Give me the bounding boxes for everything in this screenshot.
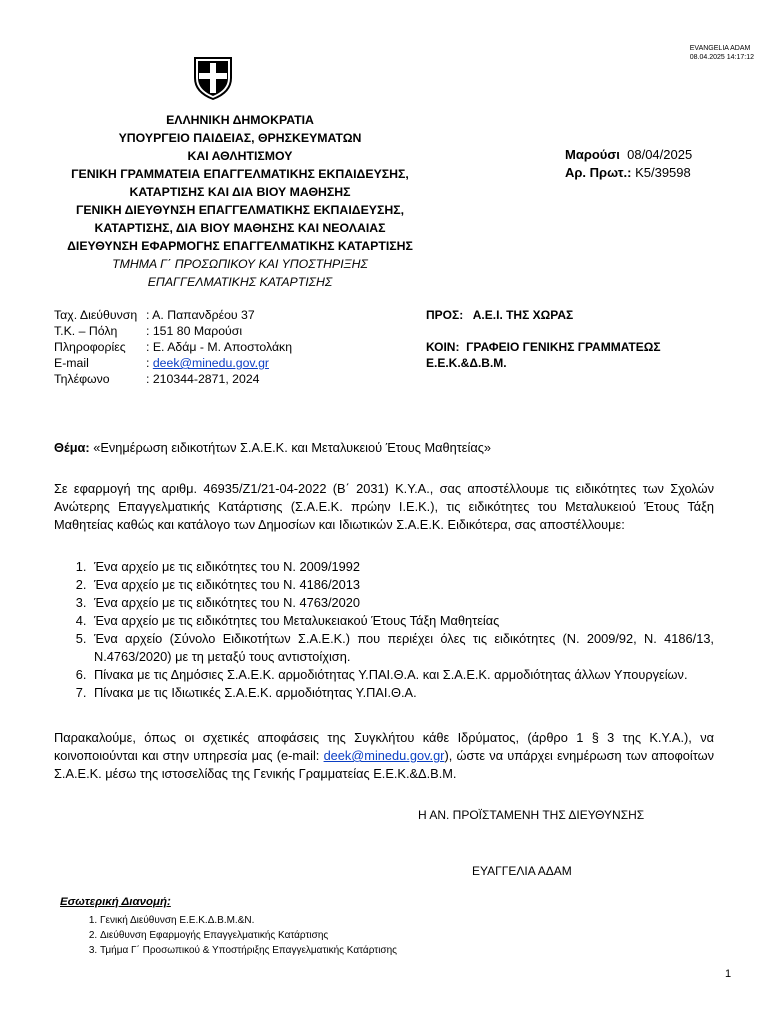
contact-value: : Α. Παπανδρέου 37 <box>146 308 255 322</box>
subject-text: «Ενημέρωση ειδικοτήτων Σ.Α.Ε.Κ. και Μεταλυκειού Έτους Μαθητείας» <box>93 440 492 455</box>
to-recipient: Α.Ε.Ι. ΤΗΣ ΧΩΡΑΣ <box>472 308 574 322</box>
letterhead-line: ΓΕΝΙΚΗ ΓΡΑΜΜΑΤΕΙΑ ΕΠΑΓΓΕΛΜΑΤΙΚΗΣ ΕΚΠΑΙΔΕΥΣΗΣ, <box>71 167 409 181</box>
body-paragraph: Σε εφαρμογή της αριθμ. 46935/Ζ1/21-04-2022 (Β΄ 2031) Κ.Υ.Α., σας αποστέλλουμε τις ειδικότητες των Σχολών Ανώτερης Επαγγελματικής Κατάρτισης (Σ.Α.Ε.Κ. πρώην Ι.Ε.Κ.), τις ειδικότητες του Μεταλυκειού Έτους Τάξη Μαθητείας καθώς και κατάλογο των Δημοσίων και Ιδιωτικών Σ.Α.Ε.Κ. Ειδικότερα, σας αποστέλλουμε: <box>54 481 714 532</box>
list-item: 6. Πίνακα με τις Δημόσιες Σ.Α.Ε.Κ. αρμοδιότητας Υ.ΠΑΙ.Θ.Α. και Σ.Α.Ε.Κ. αρμοδιότητας άλλων Υπουργείων. <box>90 666 714 684</box>
department-line: ΤΜΗΜΑ Γ΄ ΠΡΟΣΩΠΙΚΟΥ ΚΑΙ ΥΠΟΣΤΗΡΙΞΗΣ <box>112 257 368 271</box>
email-link[interactable]: deek@minedu.gov.gr <box>323 748 445 763</box>
letterhead-line: ΕΛΛΗΝΙΚΗ ΔΗΜΟΚΡΑΤΙΑ <box>166 113 314 127</box>
list-item: 4. Ένα αρχείο με τις ειδικότητες του Μεταλυκειακού Έτους Τάξη Μαθητείας <box>90 612 714 630</box>
signature-name: EVANGELIA ADAM <box>689 45 751 52</box>
signatory-title: Η ΑΝ. ΠΡΟΪΣΤΑΜΕΝΗ ΤΗΣ ΔΙΕΥΘΥΝΣΗΣ <box>418 808 645 822</box>
department-line: ΕΠΑΓΓΕΛΜΑΤΙΚΗΣ ΚΑΤΑΡΤΙΣΗΣ <box>147 275 333 289</box>
to-label: ΠΡΟΣ: <box>426 308 464 322</box>
contact-value: : 151 80 Μαρούσι <box>146 324 243 338</box>
contact-value: : 210344-2871, 2024 <box>146 372 260 386</box>
contact-label: Ταχ. Διεύθυνση <box>54 308 138 322</box>
signature-datetime: 08.04.2025 14:17:12 <box>689 54 754 61</box>
list-item: 1. Γενική Διεύθυνση Ε.Ε.Κ.Δ.Β.Μ.&Ν. <box>100 913 397 928</box>
list-item: 1. Ένα αρχείο με τις ειδικότητες του Ν. 2009/1992 <box>90 558 714 576</box>
cc-recipient: ΓΡΑΦΕΙΟ ΓΕΝΙΚΗΣ ΓΡΑΜΜΑΤΕΩΣ <box>466 340 661 354</box>
recipients-block <box>426 307 661 371</box>
letterhead-line: ΓΕΝΙΚΗ ΔΙΕΥΘΥΝΣΗ ΕΠΑΓΓΕΛΜΑΤΙΚΗΣ ΕΚΠΑΙΔΕΥΣΗΣ, <box>75 203 405 217</box>
letterhead-line: ΔΙΕΥΘΥΝΣΗ ΕΦΑΡΜΟΓΗΣ ΕΠΑΓΓΕΛΜΑΤΙΚΗΣ ΚΑΤΑΡΤΙΣΗΣ <box>67 239 413 253</box>
signatory-name: ΕΥΑΓΓΕΛΙΑ ΑΔΑΜ <box>472 864 572 878</box>
contact-value: : Ε. Αδάμ - Μ. Αποστολάκη <box>146 340 293 354</box>
contact-label: E-mail <box>54 356 89 370</box>
protocol-number: Κ5/39598 <box>635 165 691 180</box>
cc-label: ΚΟΙΝ: <box>426 340 460 354</box>
list-item: 5. Ένα αρχείο (Σύνολο Ειδικοτήτων Σ.Α.Ε.Κ.) που περιέχει όλες τις ειδικότητες (Ν. 2009/92, Ν. 4186/13, Ν.4763/2020) με τη μεταξύ τους αντιστοίχιση. <box>90 630 714 666</box>
list-item: 2. Ένα αρχείο με τις ειδικότητες του Ν. 4186/2013 <box>90 576 714 594</box>
digital-signature <box>690 44 754 62</box>
letterhead-line: ΚΑΤΑΡΤΙΣΗΣ, ΔΙΑ ΒΙΟΥ ΜΑΘΗΣΗΣ ΚΑΙ ΝΕΟΛΑΙΑΣ <box>94 221 386 235</box>
date-protocol-block <box>565 146 692 182</box>
greek-coat-of-arms-icon <box>192 54 234 100</box>
list-item: 3. Ένα αρχείο με τις ειδικότητες του Ν. 4763/2020 <box>90 594 714 612</box>
letter-date: 08/04/2025 <box>627 147 693 162</box>
internal-distribution-list <box>60 913 397 958</box>
attachments-list <box>54 558 714 702</box>
cc-recipient-line2: Ε.Ε.Κ.&Δ.Β.Μ. <box>426 356 507 370</box>
subject-label: Θέμα: <box>54 440 90 455</box>
email-link[interactable]: deek@minedu.gov.gr <box>152 356 270 370</box>
contact-label: Πληροφορίες <box>54 340 126 354</box>
contact-details <box>54 307 292 387</box>
list-item: 3. Τμήμα Γ΄ Προσωπικού & Υποστήριξης Επαγγελματικής Κατάρτισης <box>100 943 397 958</box>
protocol-label: Αρ. Πρωτ.: <box>565 165 632 180</box>
city-label: Μαρούσι <box>565 147 620 162</box>
letterhead-line: ΚΑΙ ΑΘΛΗΤΙΣΜΟΥ <box>187 149 293 163</box>
contact-label: Τηλέφωνο <box>54 372 110 386</box>
internal-distribution-title: Εσωτερική Διανομή: <box>60 896 171 908</box>
request-text: Παρακαλούμε, όπως οι σχετικές αποφάσεις της Συγκλήτου κάθε Ιδρύματος, (άρθρο 1 § 3 της Κ.Υ.Α.), να κοινοποιούνται και στην υπηρεσία μας (e-mail: <box>54 730 714 763</box>
contact-label: Τ.Κ. – Πόλη <box>54 324 118 338</box>
list-item: 2. Διεύθυνση Εφαρμογής Επαγγελματικής Κατάρτισης <box>100 928 397 943</box>
list-item: 7. Πίνακα με τις Ιδιωτικές Σ.Α.Ε.Κ. αρμοδιότητας Υ.ΠΑΙ.Θ.Α. <box>90 684 714 702</box>
request-paragraph <box>54 729 714 783</box>
letterhead <box>40 111 440 291</box>
page-number: 1 <box>725 968 732 980</box>
request-text-end: ), ώστε να υπάρχει ενημέρωση των αποφοίτων Σ.Α.Ε.Κ. μέσω της ιστοσελίδας της Γενικής Γραμματείας Ε.Ε.Κ.&Δ.Β.Μ. <box>54 748 714 781</box>
letterhead-line: ΚΑΤΑΡΤΙΣΗΣ ΚΑΙ ΔΙΑ ΒΙΟΥ ΜΑΘΗΣΗΣ <box>129 185 351 199</box>
contact-value: : <box>146 356 153 370</box>
subject-line <box>54 440 491 455</box>
letterhead-line: ΥΠΟΥΡΓΕΙΟ ΠΑΙΔΕΙΑΣ, ΘΡΗΣΚΕΥΜΑΤΩΝ <box>118 131 362 145</box>
